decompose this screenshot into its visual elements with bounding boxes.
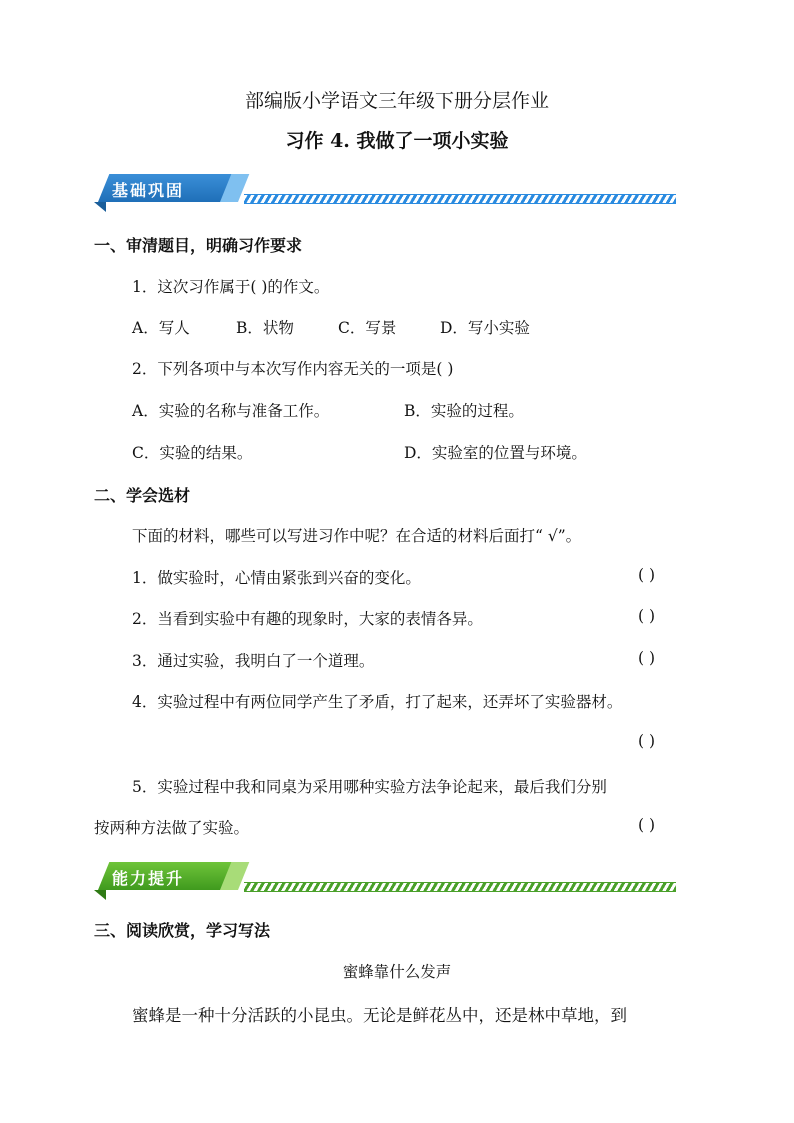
q2-option-d: D．实验室的位置与环境。 bbox=[404, 444, 587, 462]
material-item-4: 4．实验过程中有两位同学产生了矛盾，打了起来，还弄坏了实验器材。 bbox=[132, 693, 623, 711]
material-item-5-continued: 按两种方法做了实验。 bbox=[94, 819, 250, 837]
section1-heading: 一、审清题目，明确习作要求 bbox=[94, 236, 303, 255]
q1-text: 1．这次习作属于( )的作文。 bbox=[132, 278, 330, 296]
answer-paren-5: ( ) bbox=[638, 816, 656, 834]
banner-advanced-stripe bbox=[244, 882, 676, 892]
q2-option-a: A．实验的名称与准备工作。 bbox=[132, 402, 330, 420]
material-item-5: 5．实验过程中我和同桌为采用哪种实验方法争论起来，最后我们分别 bbox=[132, 778, 607, 796]
section2-heading: 二、学会选材 bbox=[94, 486, 191, 505]
banner-basic-label: 基础巩固 bbox=[112, 181, 185, 200]
banner-basic-stripe bbox=[244, 194, 676, 204]
q1-option-a: A．写人 bbox=[132, 319, 190, 337]
answer-paren-3: ( ) bbox=[638, 649, 656, 667]
material-item-3: 3．通过实验，我明白了一个道理。 bbox=[132, 652, 375, 670]
banner-advanced bbox=[94, 858, 678, 902]
answer-paren-1: ( ) bbox=[638, 566, 656, 584]
material-item-2: 2．当看到实验中有趣的现象时，大家的表情各异。 bbox=[132, 610, 483, 628]
article-title: 蜜蜂靠什么发声 bbox=[342, 963, 452, 981]
q1-option-b: B．状物 bbox=[236, 319, 294, 337]
section2-intro: 下面的材料，哪些可以写进习作中呢？在合适的材料后面打“ √”。 bbox=[132, 527, 582, 545]
q2-text: 2．下列各项中与本次写作内容无关的一项是( ) bbox=[132, 360, 454, 378]
banner-basic bbox=[94, 170, 678, 214]
lesson-title: 习作 4. 我做了一项小实验 bbox=[285, 130, 509, 152]
section3-heading: 三、阅读欣赏，学习写法 bbox=[94, 921, 271, 940]
q1-option-d: D．写小实验 bbox=[440, 319, 530, 337]
banner-advanced-label: 能力提升 bbox=[112, 869, 185, 888]
q1-option-c: C．写景 bbox=[338, 319, 397, 337]
material-item-1: 1．做实验时，心情由紧张到兴奋的变化。 bbox=[132, 569, 421, 587]
answer-paren-4: ( ) bbox=[638, 732, 656, 750]
q2-option-c: C．实验的结果。 bbox=[132, 444, 253, 462]
article-paragraph: 蜜蜂是一种十分活跃的小昆虫。无论是鲜花丛中，还是林中草地，到 bbox=[132, 1006, 627, 1025]
answer-paren-2: ( ) bbox=[638, 607, 656, 625]
banner-advanced-tail bbox=[94, 890, 106, 900]
banner-basic-tail bbox=[94, 202, 106, 212]
series-title: 部编版小学语文三年级下册分层作业 bbox=[244, 90, 549, 112]
q2-option-b: B．实验的过程。 bbox=[404, 402, 524, 420]
